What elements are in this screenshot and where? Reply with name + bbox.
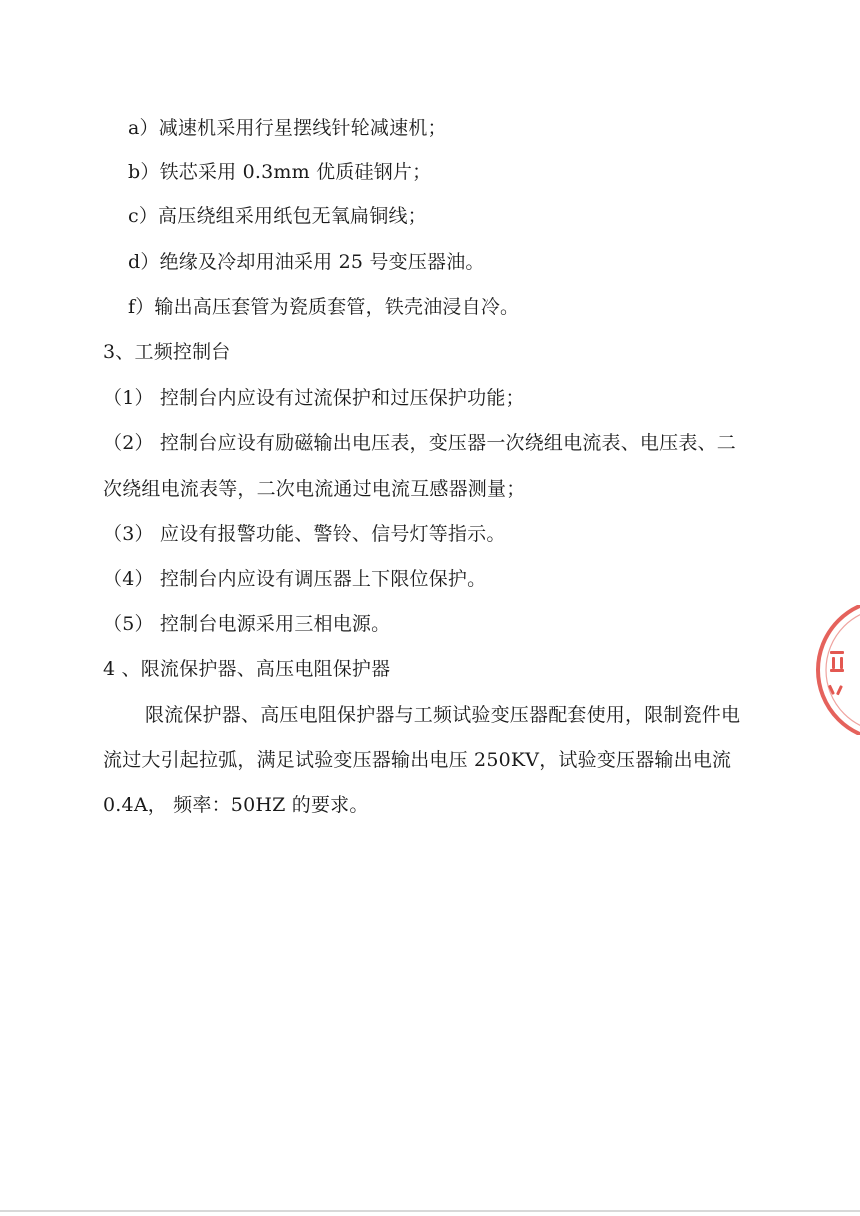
list-item-2-line-1: （2） 控制台应设有励磁输出电压表，变压器一次绕组电流表、电压表、二 bbox=[103, 432, 736, 454]
list-item-1: （1） 控制台内应设有过流保护和过压保护功能； bbox=[103, 387, 525, 409]
list-item-c: c）高压绕组采用纸包无氧扁铜线； bbox=[128, 205, 427, 227]
list-item-a: a）减速机采用行星摆线针轮减速机； bbox=[128, 117, 447, 139]
seal-stamp-icon bbox=[770, 605, 860, 735]
list-item-2-line-2: 次绕组电流表等，二次电流通过电流互感器测量； bbox=[103, 478, 526, 500]
section-heading-3: 3、工频控制台 bbox=[103, 341, 231, 363]
list-item-f: f）输出高压套管为瓷质套管，铁壳油浸自冷。 bbox=[128, 296, 520, 318]
list-item-3: （3） 应设有报警功能、警铃、信号灯等指示。 bbox=[103, 523, 506, 545]
list-item-4: （4） 控制台内应设有调压器上下限位保护。 bbox=[103, 568, 487, 590]
list-item-5: （5） 控制台电源采用三相电源。 bbox=[103, 613, 391, 635]
paragraph-line-3: 0.4A， 频率：50HZ 的要求。 bbox=[103, 794, 369, 816]
paragraph-line-1: 限流保护器、高压电阻保护器与工频试验变压器配套使用，限制瓷件电 bbox=[145, 704, 741, 726]
page-bottom-edge bbox=[0, 1210, 860, 1212]
list-item-d: d）绝缘及冷却用油采用 25 号变压器油。 bbox=[128, 251, 485, 273]
paragraph-line-2: 流过大引起拉弧，满足试验变压器输出电压 250KV，试验变压器输出电流 bbox=[103, 749, 732, 771]
section-heading-4: 4 、限流保护器、高压电阻保护器 bbox=[103, 658, 391, 680]
list-item-b: b）铁芯采用 0.3mm 优质硅钢片； bbox=[128, 161, 432, 183]
seal-stamp-graphic bbox=[770, 605, 860, 735]
